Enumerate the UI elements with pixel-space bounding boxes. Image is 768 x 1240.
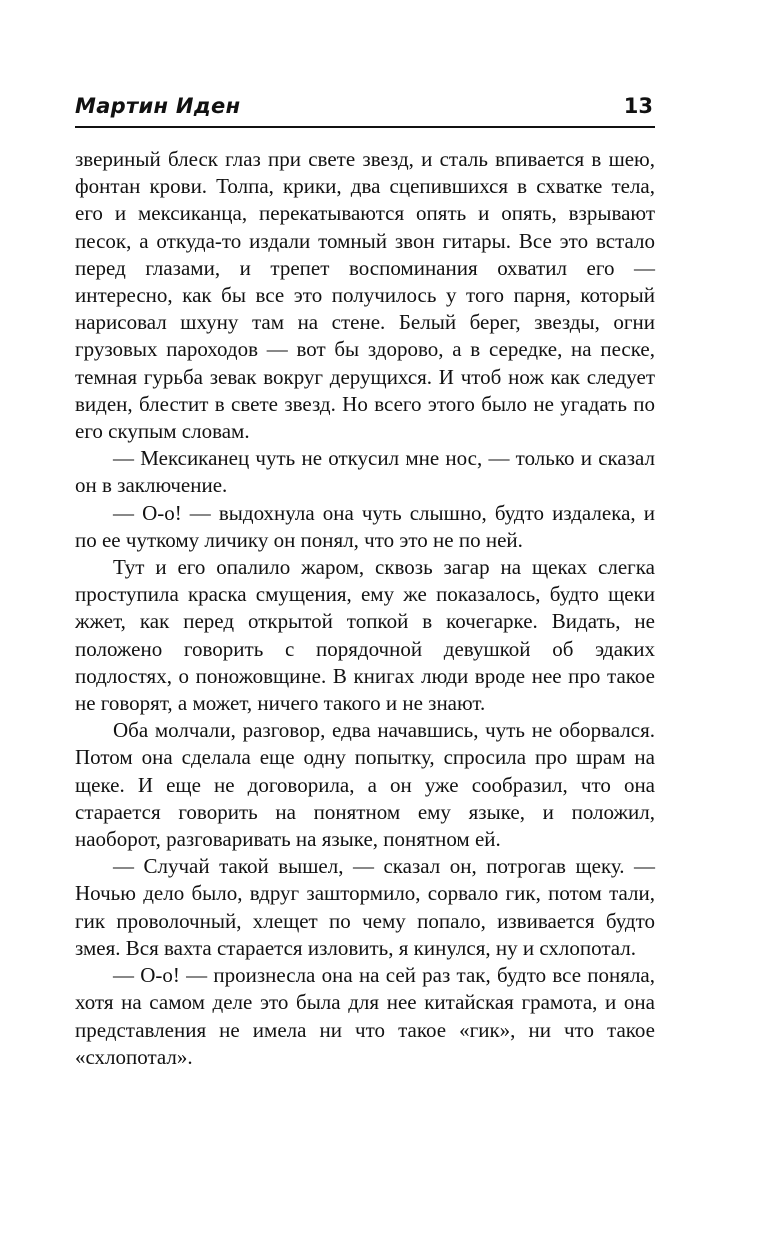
book-title: Мартин Иден <box>75 94 241 118</box>
body-text <box>75 146 655 1071</box>
paragraph: — Случай такой вышел, — сказал он, потрогав щеку. — Ночью дело было, вдруг заштормило, сорвало гик, потом тали, гик проволочный, хлещет по чему попало, извивается будто змея. Вся вахта старается изловить, я кинулся, ну и схлопотал. <box>75 854 655 960</box>
paragraph: — О-о! — произнесла она на сей раз так, будто все поняла, хотя на самом деле это была для нее китайская грамота, и она представления не имела ни что такое «гик», ни что такое «схлопотал». <box>75 963 655 1069</box>
paragraph: — Мексиканец чуть не откусил мне нос, — только и сказал он в заключение. <box>75 446 655 498</box>
running-head <box>75 92 655 128</box>
paragraph: — О-о! — выдохнула она чуть слышно, будто издалека, и по ее чуткому личику он понял, что это не по ней. <box>75 500 655 552</box>
paragraph: Оба молчали, разговор, едва начавшись, чуть не оборвался. Потом она сделала еще одну попытку, спросила про шрам на щеке. И еще не договорила, а он уже сообразил, что она старается говорить на понятном ему языке, и положил, наоборот, разговаривать на языке, понятном ей. <box>75 718 655 852</box>
paragraph: Тут и его опалило жаром, сквозь загар на щеках слегка проступила краска смущения, ему же показалось, будто щеки жжет, как перед открытой топкой в кочегарке. Видать, не положено говорить с порядочной девушкой об эдаких подлостях, о поножовщине. В книгах люди вроде нее про такое не говорят, а может, ничего такого и не знают. <box>75 555 655 716</box>
paragraph: звериный блеск глаз при свете звезд, и сталь впивается в шею, фонтан крови. Толпа, крики, два сцепившихся в схватке тела, его и мексиканца, перекатываются опять и опять, взрывают песок, а откуда-то издали томный звон гитары. Все это встало перед глазами, и трепет воспоминания охватил его — интересно, как бы все это получилось у того парня, который нарисовал шхуну там на стене. Белый берег, звезды, огни грузовых пароходов — вот бы здорово, а в середке, на песке, темная гурьба зевак вокруг дерущихся. И чтоб нож как следует виден, блестит в свете звезд. Но всего этого было не угадать по его скупым словам. <box>75 147 655 444</box>
page-number: 13 <box>623 94 653 118</box>
